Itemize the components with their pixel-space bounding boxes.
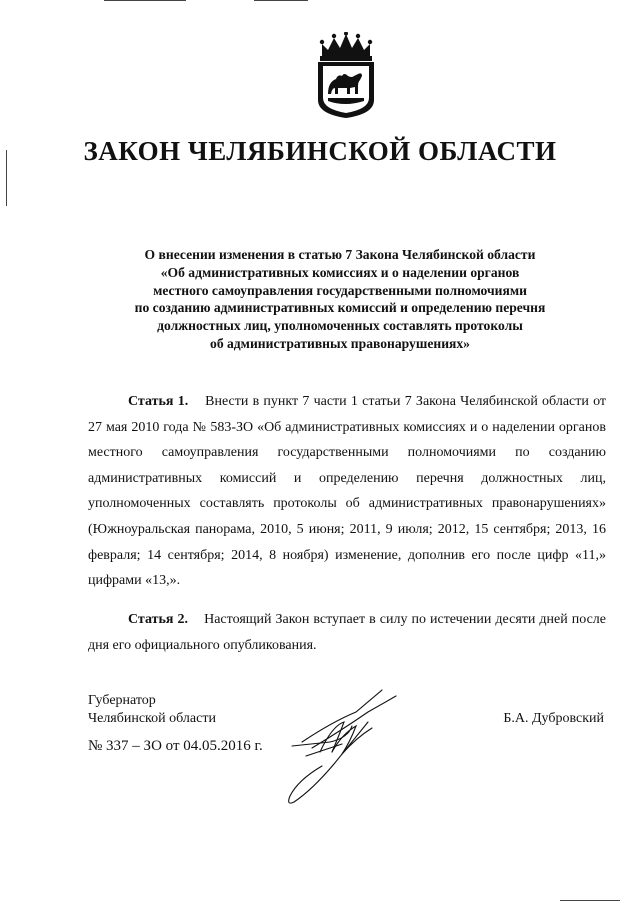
subtitle-line: «Об административных комиссиях и о наделении органов bbox=[160, 264, 520, 280]
signatory-position-line: Челябинской области bbox=[88, 711, 216, 726]
document-title: ЗАКОН ЧЕЛЯБИНСКОЙ ОБЛАСТИ bbox=[83, 136, 557, 166]
scan-edge-bottom bbox=[560, 900, 620, 901]
article-2-paragraph bbox=[88, 607, 606, 658]
article-2 bbox=[88, 607, 606, 658]
coat-of-arms-emblem bbox=[314, 32, 378, 118]
subtitle-line: по созданию административных комиссий и определению перечня bbox=[134, 300, 546, 316]
article-2-label: Статья 2. bbox=[128, 612, 188, 627]
law-number: № 337 – ЗО от 04.05.2016 г. bbox=[88, 738, 263, 754]
article-1-label: Статья 1. bbox=[128, 394, 189, 409]
subtitle-line: об административных правонарушениях» bbox=[210, 335, 470, 351]
signatory-name: Б.А. Дубровский bbox=[503, 711, 604, 726]
article-2-text: Настоящий Закон вступает в силу по истечении десяти дней после дня его официального опубликования. bbox=[88, 612, 607, 653]
signatory-position bbox=[88, 692, 216, 728]
scan-edge-top-left bbox=[104, 0, 186, 1]
article-1-paragraph bbox=[88, 389, 606, 594]
document-subtitle bbox=[100, 246, 580, 353]
subtitle-line: О внесении изменения в статью 7 Закона Челябинской области bbox=[144, 247, 536, 262]
subtitle-line: местного самоуправления государственными полномочиями bbox=[153, 282, 527, 298]
article-1 bbox=[88, 389, 606, 594]
article-1-text: Внести в пункт 7 части 1 статьи 7 Закона Челябинской области от 27 мая 2010 года № 583-ЗО «Об административных комиссиях и о наделении органов местного самоуправления государственными полномочиями по созданию административных комиссий и определению перечня должностных лиц, уполномоченных составлять протоколы об административных правонарушениях» (Южноуральская панорама, 2010, 5 июня; 2011, 9 июля; 2012, 15 сентября; 2013, 16 февраля; 14 сентября; 2014, 8 ноября) изменение, дополнив его после цифр «11,» цифрами «13,». bbox=[88, 394, 607, 589]
subtitle-line: должностных лиц, уполномоченных составлять протоколы bbox=[157, 318, 523, 334]
signatory-position-line: Губернатор bbox=[88, 693, 156, 708]
handwritten-signature bbox=[272, 682, 412, 812]
scan-edge-top-right bbox=[254, 0, 308, 1]
